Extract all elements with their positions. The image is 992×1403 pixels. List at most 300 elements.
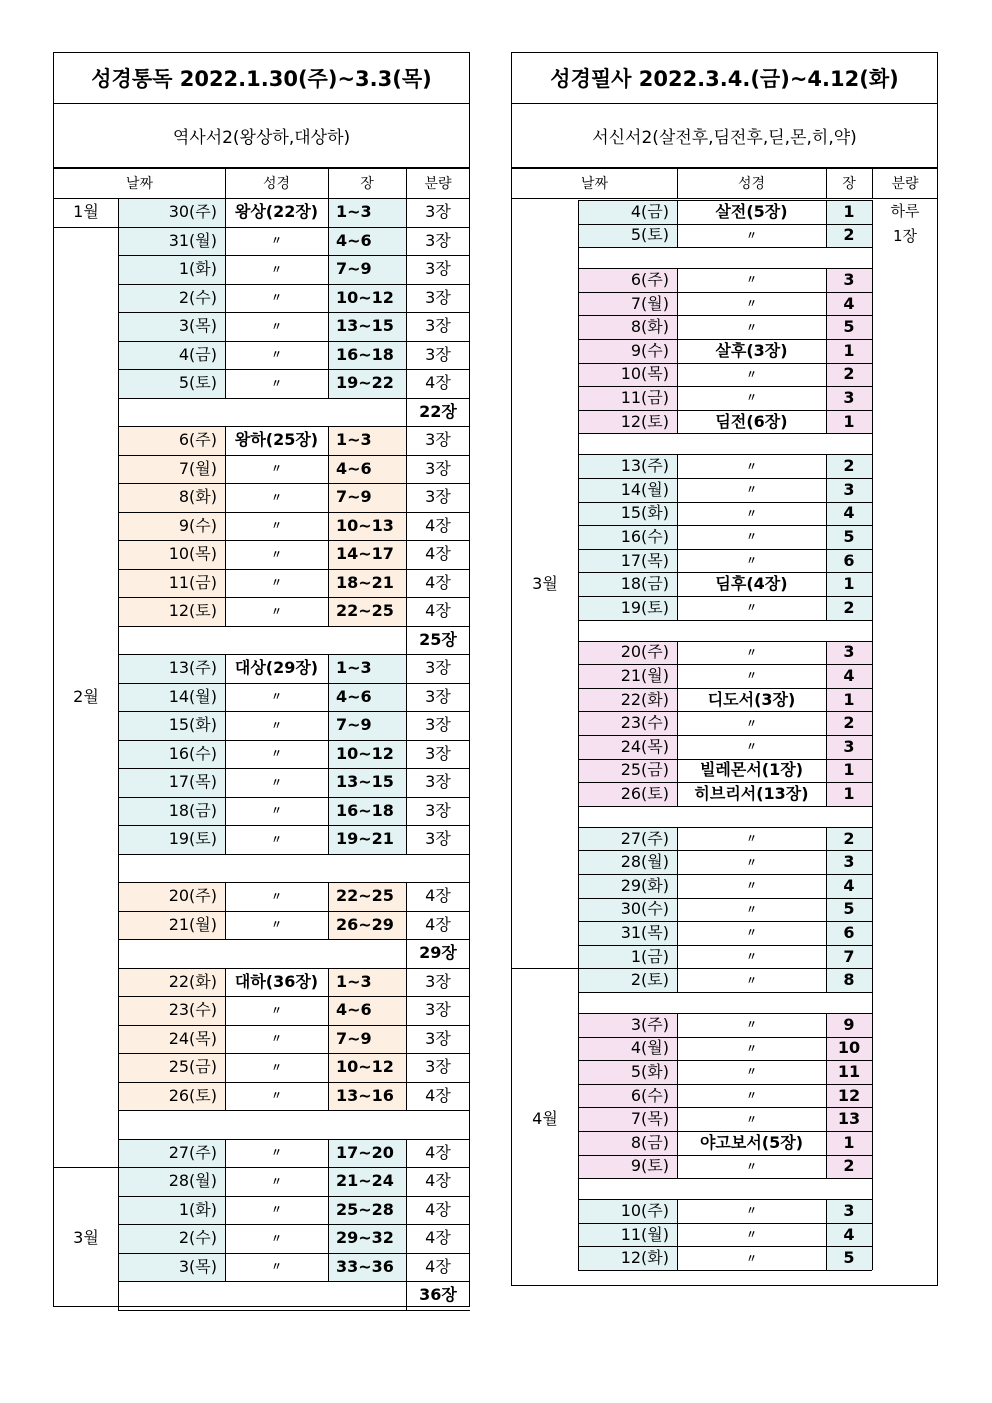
grid-line [118,1310,470,1311]
month-cell: 1월 [73,202,99,222]
amount-cell: 4장 [425,1199,451,1219]
grid-line [225,540,226,569]
grid-line [677,572,678,596]
grid-line [826,502,827,526]
grid-line [118,569,470,570]
grid-line [677,410,678,434]
date-cell: 6(수) [578,1084,677,1108]
grid-line [406,825,407,854]
grid-line [677,454,678,478]
grid-line [677,1037,678,1061]
amount-cell: 3장 [425,487,451,507]
grid-line [225,569,226,598]
amount-cell: 4장 [425,544,451,564]
date-cell: 13(주) [118,654,225,683]
grid-line [406,398,407,427]
date-cell: 21(월) [118,911,225,940]
amount-cell: 4장 [425,601,451,621]
chapter-cell: 33~36 [328,1253,406,1282]
daily-amount-line2: 1장 [892,226,918,245]
grid-line [328,797,329,826]
chapter-cell: 7~9 [328,483,406,512]
grid-line [406,426,407,455]
grid-line [578,620,872,621]
chapter-cell: 19~21 [328,825,406,854]
grid-line [225,255,226,284]
grid-line [677,1223,678,1247]
month-cell: 3월 [73,1228,99,1248]
grid-line [118,1224,470,1225]
amount-cell: 3장 [425,829,451,849]
grid-line [826,711,827,735]
grid-line [578,1199,872,1200]
grid-line [328,569,329,598]
chapter-cell: 1 [826,572,872,596]
book-cell: 〃 [746,716,757,730]
grid-line [118,227,470,228]
date-cell: 19(토) [578,596,677,620]
chapter-cell: 6 [826,549,872,573]
amount-cell: 4장 [425,1228,451,1248]
book-cell: 〃 [271,1003,282,1017]
grid-line [578,1084,872,1085]
book-cell: 대상(29장) [234,658,319,678]
grid-line [826,874,827,898]
chapter-cell: 13~16 [328,1082,406,1111]
date-cell: 9(수) [578,339,677,363]
chapter-cell: 3 [826,478,872,502]
grid-line [826,827,827,851]
grid-line [677,1013,678,1037]
date-cell: 20(주) [578,641,677,665]
book-cell: 〃 [746,506,757,520]
chapter-cell: 1 [826,1131,872,1155]
grid-line [578,1131,872,1132]
grid-line [225,797,226,826]
grid-line [118,369,470,370]
grid-line [118,284,470,285]
date-cell: 5(토) [118,369,225,398]
amount-cell: 4장 [425,914,451,934]
grid-line [578,641,872,642]
grid-line [118,483,470,484]
date-cell: 22(화) [578,688,677,712]
book-cell: 〃 [746,530,757,544]
grid-line [826,1084,827,1108]
date-cell: 10(목) [578,363,677,387]
grid-line [118,911,470,912]
book-cell: 〃 [746,391,757,405]
grid-line [872,200,873,1270]
chapter-cell: 3 [826,850,872,874]
date-cell: 2(수) [118,1224,225,1253]
grid-line [118,255,470,256]
book-cell: 〃 [271,1146,282,1160]
amount-cell: 3장 [425,658,451,678]
chapter-cell: 13 [826,1107,872,1131]
grid-line [118,198,119,1310]
book-cell: 〃 [271,576,282,590]
grid-line [512,168,938,169]
book-cell: 〃 [271,690,282,704]
grid-line [225,512,226,541]
grid-line [406,341,407,370]
amount-cell: 3장 [425,430,451,450]
grid-line [225,1167,226,1196]
grid-line [826,850,827,874]
amount-cell: 3장 [425,316,451,336]
grid-line [328,341,329,370]
date-cell: 20(주) [118,882,225,911]
amount-cell: 3장 [425,772,451,792]
col-header-book: 성경 [737,176,766,192]
grid-line [328,369,329,398]
grid-line [406,569,407,598]
grid-line [406,1167,407,1196]
chapter-cell: 6 [826,921,872,945]
date-cell: 5(화) [578,1060,677,1084]
chapter-cell: 1~3 [328,198,406,227]
grid-line [578,268,872,269]
subtotal-cell [406,1110,470,1139]
grid-line [225,168,226,198]
grid-line [406,996,407,1025]
book-cell: 〃 [746,950,757,964]
grid-line [225,825,226,854]
grid-line [826,1013,827,1037]
chapter-cell: 1 [826,200,872,224]
grid-line [328,198,329,227]
grid-line [406,1253,407,1282]
date-cell: 31(목) [578,921,677,945]
chapter-cell: 1~3 [328,654,406,683]
grid-line [578,850,872,851]
grid-line [578,339,872,340]
grid-line [328,1253,329,1282]
grid-line [118,597,470,598]
grid-line [826,1060,827,1084]
book-cell: 〃 [746,228,757,242]
book-cell: 〃 [746,1228,757,1242]
grid-line [578,1178,872,1179]
grid-line [578,572,872,573]
grid-line [578,247,872,248]
grid-line [677,339,678,363]
grid-line [225,882,226,911]
amount-cell: 3장 [425,686,451,706]
grid-line [118,398,470,399]
grid-line [328,1224,329,1253]
chapter-cell: 13~15 [328,768,406,797]
col-header-chapter: 장 [360,176,374,192]
date-cell: 23(수) [118,996,225,1025]
grid-line [406,284,407,313]
chapter-cell: 1 [826,410,872,434]
grid-line [225,341,226,370]
book-cell: 〃 [746,855,757,869]
chapter-cell: 1 [826,688,872,712]
grid-line [406,168,407,198]
grid-line [578,688,872,689]
grid-line [406,654,407,683]
date-cell: 3(목) [118,312,225,341]
grid-line [328,512,329,541]
amount-cell: 3장 [425,1028,451,1048]
subtotal-cell: 29장 [419,943,457,963]
book-cell: 〃 [271,1231,282,1245]
chapter-cell: 1 [826,759,872,783]
chapter-cell: 10~12 [328,740,406,769]
grid-line [118,1139,470,1140]
grid-line [677,759,678,783]
grid-line [328,711,329,740]
grid-line [578,1246,872,1247]
date-cell: 1(화) [118,1196,225,1225]
grid-line [328,1196,329,1225]
grid-line [225,996,226,1025]
book-cell: 〃 [746,601,757,615]
grid-line [118,1281,470,1282]
date-cell: 12(토) [118,597,225,626]
date-cell: 21(월) [578,664,677,688]
grid-line [225,597,226,626]
grid-line [826,525,827,549]
grid-line [826,292,827,316]
book-cell: 〃 [271,832,282,846]
grid-line [406,198,407,227]
col-header-chapter: 장 [842,176,856,192]
grid-line [677,386,678,410]
chapter-cell: 5 [826,898,872,922]
grid-line [118,512,470,513]
grid-line [826,572,827,596]
grid-line [406,1082,407,1111]
grid-line [118,939,470,940]
book-cell: 〃 [271,462,282,476]
grid-line [406,740,407,769]
book-cell: 〃 [746,273,757,287]
book-cell: 〃 [271,234,282,248]
chapter-cell: 21~24 [328,1167,406,1196]
book-cell: 살전(5장) [715,201,788,221]
date-cell: 14(월) [578,478,677,502]
grid-line [328,1139,329,1168]
chapter-cell: 25~28 [328,1196,406,1225]
grid-line [225,654,226,683]
grid-line [826,759,827,783]
date-cell: 25(금) [118,1053,225,1082]
date-cell: 8(금) [578,1131,677,1155]
grid-line [826,268,827,292]
grid-line [578,1013,872,1014]
month-cell: 4월 [532,1109,558,1129]
grid-line [328,168,329,198]
chapter-cell: 4 [826,502,872,526]
chapter-cell: 18~21 [328,569,406,598]
book-cell: 〃 [271,547,282,561]
grid-line [677,200,678,224]
grid-line [578,711,872,712]
chapter-cell: 13~15 [328,312,406,341]
date-cell: 30(수) [578,898,677,922]
grid-line [406,1196,407,1225]
book-cell: 〃 [746,1041,757,1055]
book-cell: 〃 [271,262,282,276]
date-cell: 26(토) [118,1082,225,1111]
amount-cell: 4장 [425,572,451,592]
grid-line [406,1139,407,1168]
grid-line [328,1025,329,1054]
grid-line [225,455,226,484]
grid-line [225,768,226,797]
grid-line [677,1131,678,1155]
book-cell: 빌레몬서(1장) [699,760,804,780]
grid-line [677,945,678,969]
grid-line [826,596,827,620]
book-cell: 〃 [271,1032,282,1046]
month-cell: 3월 [532,574,558,594]
chapter-cell: 2 [826,596,872,620]
grid-line [406,711,407,740]
grid-line [225,1224,226,1253]
chapter-cell: 5 [826,315,872,339]
grid-line [225,284,226,313]
grid-line [677,968,678,992]
grid-line [406,882,407,911]
grid-line [406,1224,407,1253]
copy-schedule-table [511,52,938,1286]
grid-line [826,688,827,712]
grid-line [118,1053,470,1054]
grid-line [578,1270,872,1271]
chapter-cell: 16~18 [328,341,406,370]
grid-line [328,996,329,1025]
grid-line [826,549,827,573]
grid-line [225,1053,226,1082]
grid-line [578,315,872,316]
chapter-cell: 4 [826,664,872,688]
chapter-cell: 2 [826,224,872,248]
grid-line [826,1155,827,1179]
grid-line [225,683,226,712]
grid-line [826,1037,827,1061]
chapter-cell: 5 [826,525,872,549]
amount-cell: 3장 [425,800,451,820]
date-cell: 6(주) [578,268,677,292]
date-cell: 7(월) [118,455,225,484]
book-cell: 〃 [271,889,282,903]
grid-line [118,1110,470,1111]
chapter-cell: 7~9 [328,255,406,284]
amount-cell: 3장 [425,287,451,307]
chapter-cell: 7~9 [328,1025,406,1054]
grid-line [578,549,872,550]
date-cell: 2(수) [118,284,225,313]
grid-line [578,968,872,969]
subtotal-cell: 25장 [419,629,457,649]
grid-line [118,1253,470,1254]
grid-line [328,255,329,284]
chapter-cell: 1 [826,782,872,806]
book-cell: 〃 [271,918,282,932]
date-cell: 18(금) [578,572,677,596]
amount-cell: 4장 [425,886,451,906]
grid-line [578,433,872,434]
chapter-cell: 22~25 [328,597,406,626]
grid-line [328,284,329,313]
grid-line [578,945,872,946]
book-cell: 〃 [271,747,282,761]
book-cell: 〃 [746,1018,757,1032]
grid-line [406,455,407,484]
book-cell: 왕상(22장) [234,202,319,222]
grid-line [406,540,407,569]
grid-line [578,806,872,807]
col-header-amount: 분량 [424,176,452,192]
date-cell: 7(목) [578,1107,677,1131]
grid-line [118,797,470,798]
grid-line [225,426,226,455]
grid-line [677,1246,678,1270]
grid-line [406,255,407,284]
grid-line [826,735,827,759]
grid-line [578,898,872,899]
book-cell: 〃 [746,832,757,846]
grid-line [826,921,827,945]
chapter-cell: 3 [826,641,872,665]
amount-cell: 3장 [425,344,451,364]
chapter-cell: 1~3 [328,968,406,997]
date-cell: 1(금) [578,945,677,969]
grid-line [118,341,470,342]
grid-line [225,1025,226,1054]
book-cell: 왕하(25장) [234,430,319,450]
date-cell: 12(화) [578,1246,677,1270]
grid-line [225,1082,226,1111]
chapter-cell: 2 [826,1155,872,1179]
date-cell: 23(수) [578,711,677,735]
grid-line [578,735,872,736]
grid-line [677,688,678,712]
book-cell: 〃 [271,1060,282,1074]
grid-line [677,827,678,851]
chapter-cell: 9 [826,1013,872,1037]
book-cell: 〃 [271,1089,282,1103]
grid-line [328,911,329,940]
date-cell: 15(화) [578,502,677,526]
grid-line [328,1082,329,1111]
date-cell: 4(금) [578,200,677,224]
chapter-cell: 4 [826,292,872,316]
date-cell: 16(수) [118,740,225,769]
amount-cell: 4장 [425,1142,451,1162]
grid-line [578,664,872,665]
grid-line [328,768,329,797]
book-cell: 디도서(3장) [707,689,796,709]
chapter-cell: 3 [826,268,872,292]
grid-line [225,369,226,398]
amount-cell: 4장 [425,373,451,393]
book-cell: 〃 [271,490,282,504]
grid-line [328,227,329,256]
grid-line [225,911,226,940]
grid-line [406,512,407,541]
grid-line [225,312,226,341]
date-cell: 15(화) [118,711,225,740]
chapter-cell: 4 [826,1223,872,1247]
grid-line [225,198,226,227]
date-cell: 24(목) [118,1025,225,1054]
